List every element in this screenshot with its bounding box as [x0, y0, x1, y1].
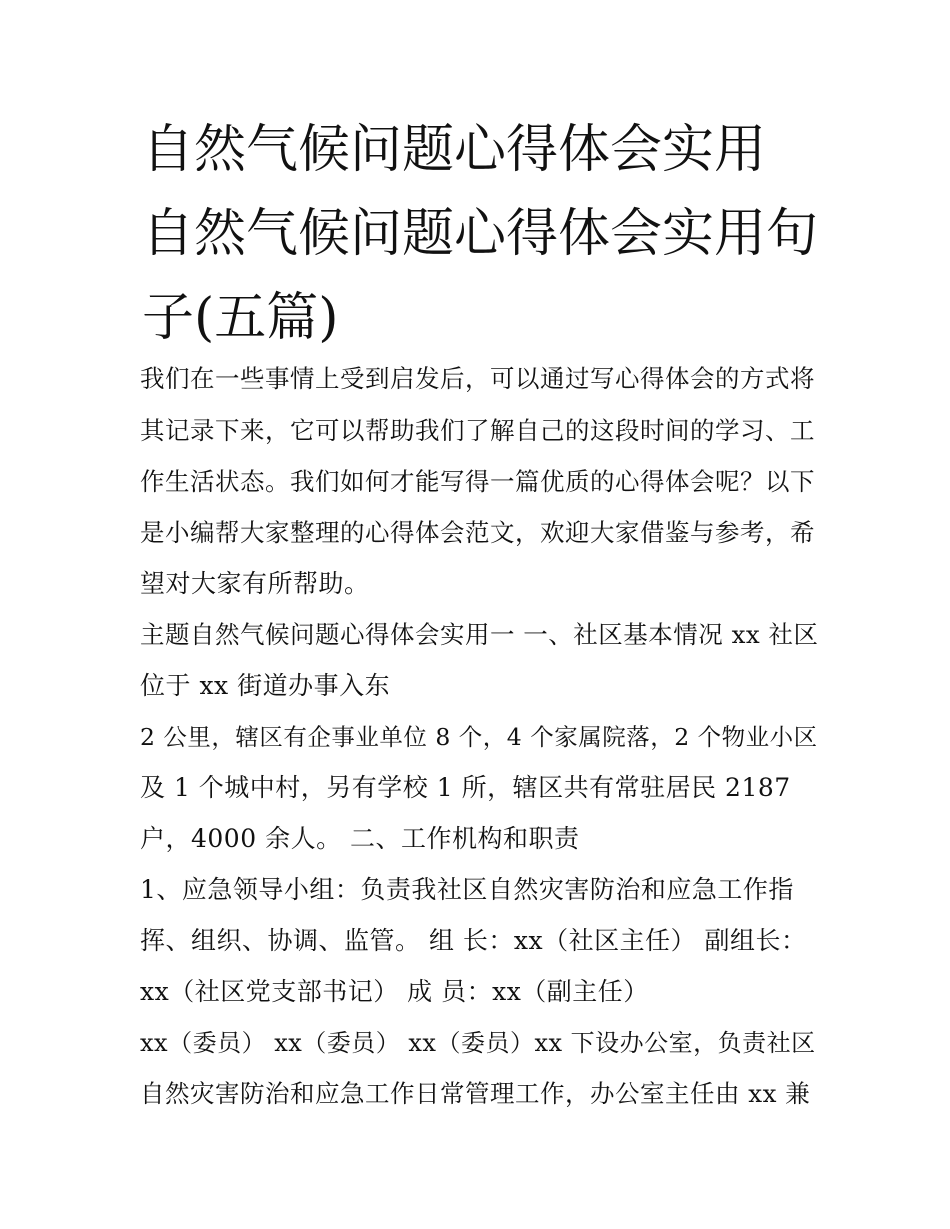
body-line-5: 望对大家有所帮助。 — [140, 569, 370, 598]
body-line-8: 2 公里，辖区有企事业单位 8 个，4 个家属院落，2 个物业小区 — [140, 723, 818, 751]
body-line-11: 1、应急领导小组：负责我社区自然灾害防治和应急工作指 — [140, 875, 794, 904]
body-line-6: 主题自然气候问题心得体会实用一 一、社区基本情况 xx 社区 — [140, 620, 819, 649]
body-line-13: xx（社区党支部书记） 成 员：xx（副主任） — [140, 977, 649, 1006]
body-line-9: 及 1 个城中村，另有学校 1 所，辖区共有常驻居民 2187 — [140, 773, 791, 802]
document-title: 自然气候问题心得体会实用 自然气候问题心得体会实用句子(五篇) — [142, 120, 819, 348]
body-line-3: 作生活状态。我们如何才能写得一篇优质的心得体会呢？以下 — [140, 467, 815, 496]
body-line-4: 是小编帮大家整理的心得体会范文，欢迎大家借鉴与参考，希 — [140, 518, 815, 547]
body-line-15: 自然灾害防治和应急工作日常管理工作，办公室主任由 xx 兼 — [140, 1079, 811, 1108]
body-line-14: xx（委员） xx（委员） xx（委员）xx 下设办公室，负责社区 — [140, 1029, 816, 1057]
body-line-1: 我们在一些事情上受到启发后，可以通过写心得体会的方式将 — [140, 364, 815, 393]
body-line-10: 户，4000 余人。 二、工作机构和职责 — [140, 824, 580, 853]
body-line-2: 其记录下来，它可以帮助我们了解自己的这段时间的学习、工 — [140, 416, 815, 445]
body-line-12: 挥、组织、协调、监管。 组 长：xx（社区主任） 副组长： — [140, 926, 807, 955]
body-line-7: 位于 xx 街道办事入东 — [140, 671, 391, 700]
